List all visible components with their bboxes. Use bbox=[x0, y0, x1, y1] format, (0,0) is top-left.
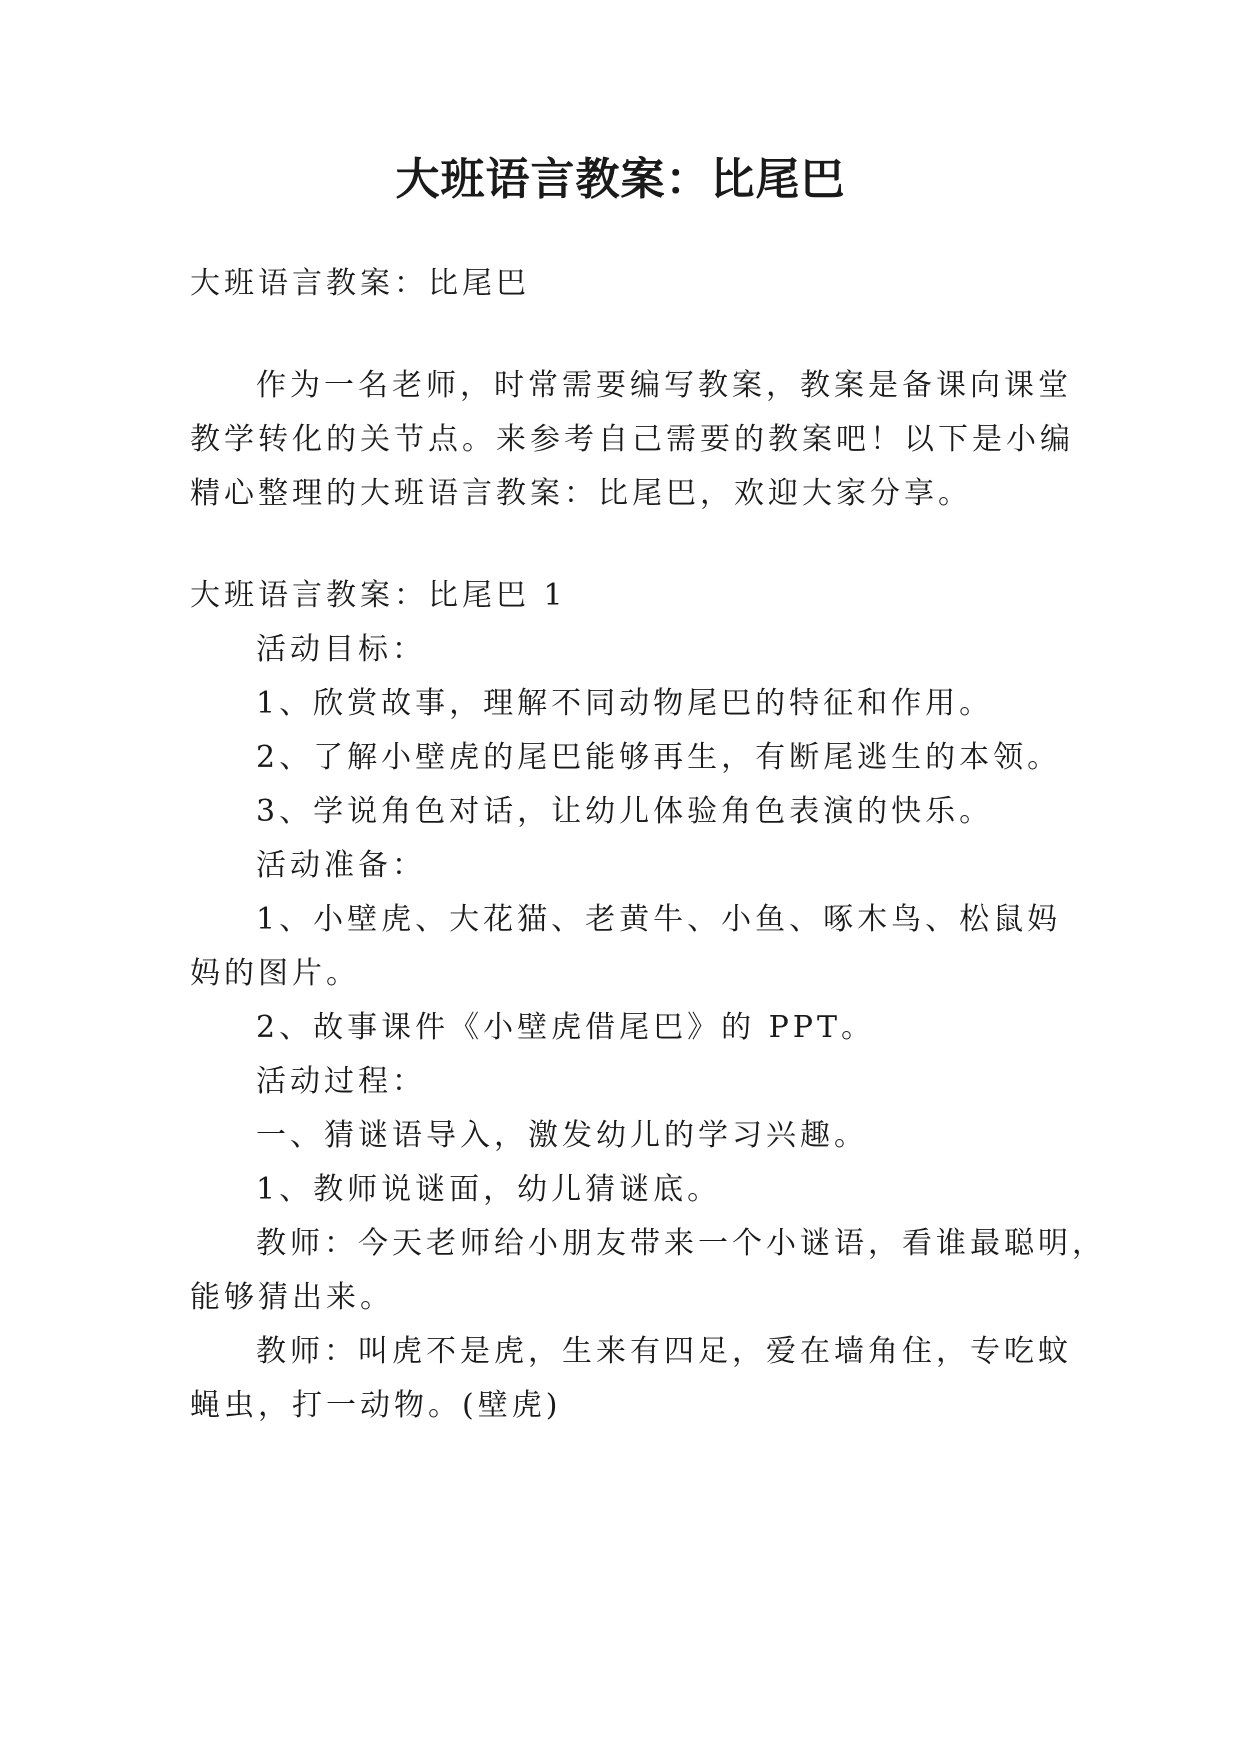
body-line: 1、教师说谜面，幼儿猜谜底。 bbox=[256, 1172, 722, 1207]
body-line: 教师：叫虎不是虎，生来有四足，爱在墙角住，专吃蚊 bbox=[256, 1334, 1072, 1369]
body-line: 2、故事课件《小壁虎借尾巴》的 PPT。 bbox=[256, 1010, 876, 1045]
body-line: 妈的图片。 bbox=[190, 956, 360, 991]
body-line: 1、小壁虎、大花猫、老黄牛、小鱼、啄木鸟、松鼠妈 bbox=[256, 902, 1062, 937]
body-line: 能够猜出来。 bbox=[190, 1280, 394, 1315]
intro-line: 教学转化的关节点。来参考自己需要的教案吧！以下是小编 bbox=[190, 422, 1074, 457]
body-line: 1、欣赏故事，理解不同动物尾巴的特征和作用。 bbox=[256, 686, 994, 721]
body-line: 活动目标： bbox=[256, 632, 426, 667]
body-line: 教师：今天老师给小朋友带来一个小谜语，看谁最聪明， bbox=[256, 1226, 1106, 1261]
body-line: 一、猜谜语导入，激发幼儿的学习兴趣。 bbox=[256, 1118, 868, 1153]
subtitle-line: 大班语言教案：比尾巴 bbox=[190, 266, 530, 301]
intro-line: 作为一名老师，时常需要编写教案，教案是备课向课堂 bbox=[256, 368, 1072, 403]
intro-line: 精心整理的大班语言教案：比尾巴，欢迎大家分享。 bbox=[190, 476, 972, 511]
body-line: 2、了解小壁虎的尾巴能够再生，有断尾逃生的本领。 bbox=[256, 740, 1062, 775]
body-line: 活动过程： bbox=[256, 1064, 426, 1099]
body-line: 3、学说角色对话，让幼儿体验角色表演的快乐。 bbox=[256, 794, 994, 829]
body-line: 蝇虫，打一动物。(壁虎) bbox=[190, 1388, 562, 1423]
document-title: 大班语言教案：比尾巴 bbox=[395, 154, 846, 205]
section-heading: 大班语言教案：比尾巴 1 bbox=[190, 578, 567, 613]
body-line: 活动准备： bbox=[256, 848, 426, 883]
